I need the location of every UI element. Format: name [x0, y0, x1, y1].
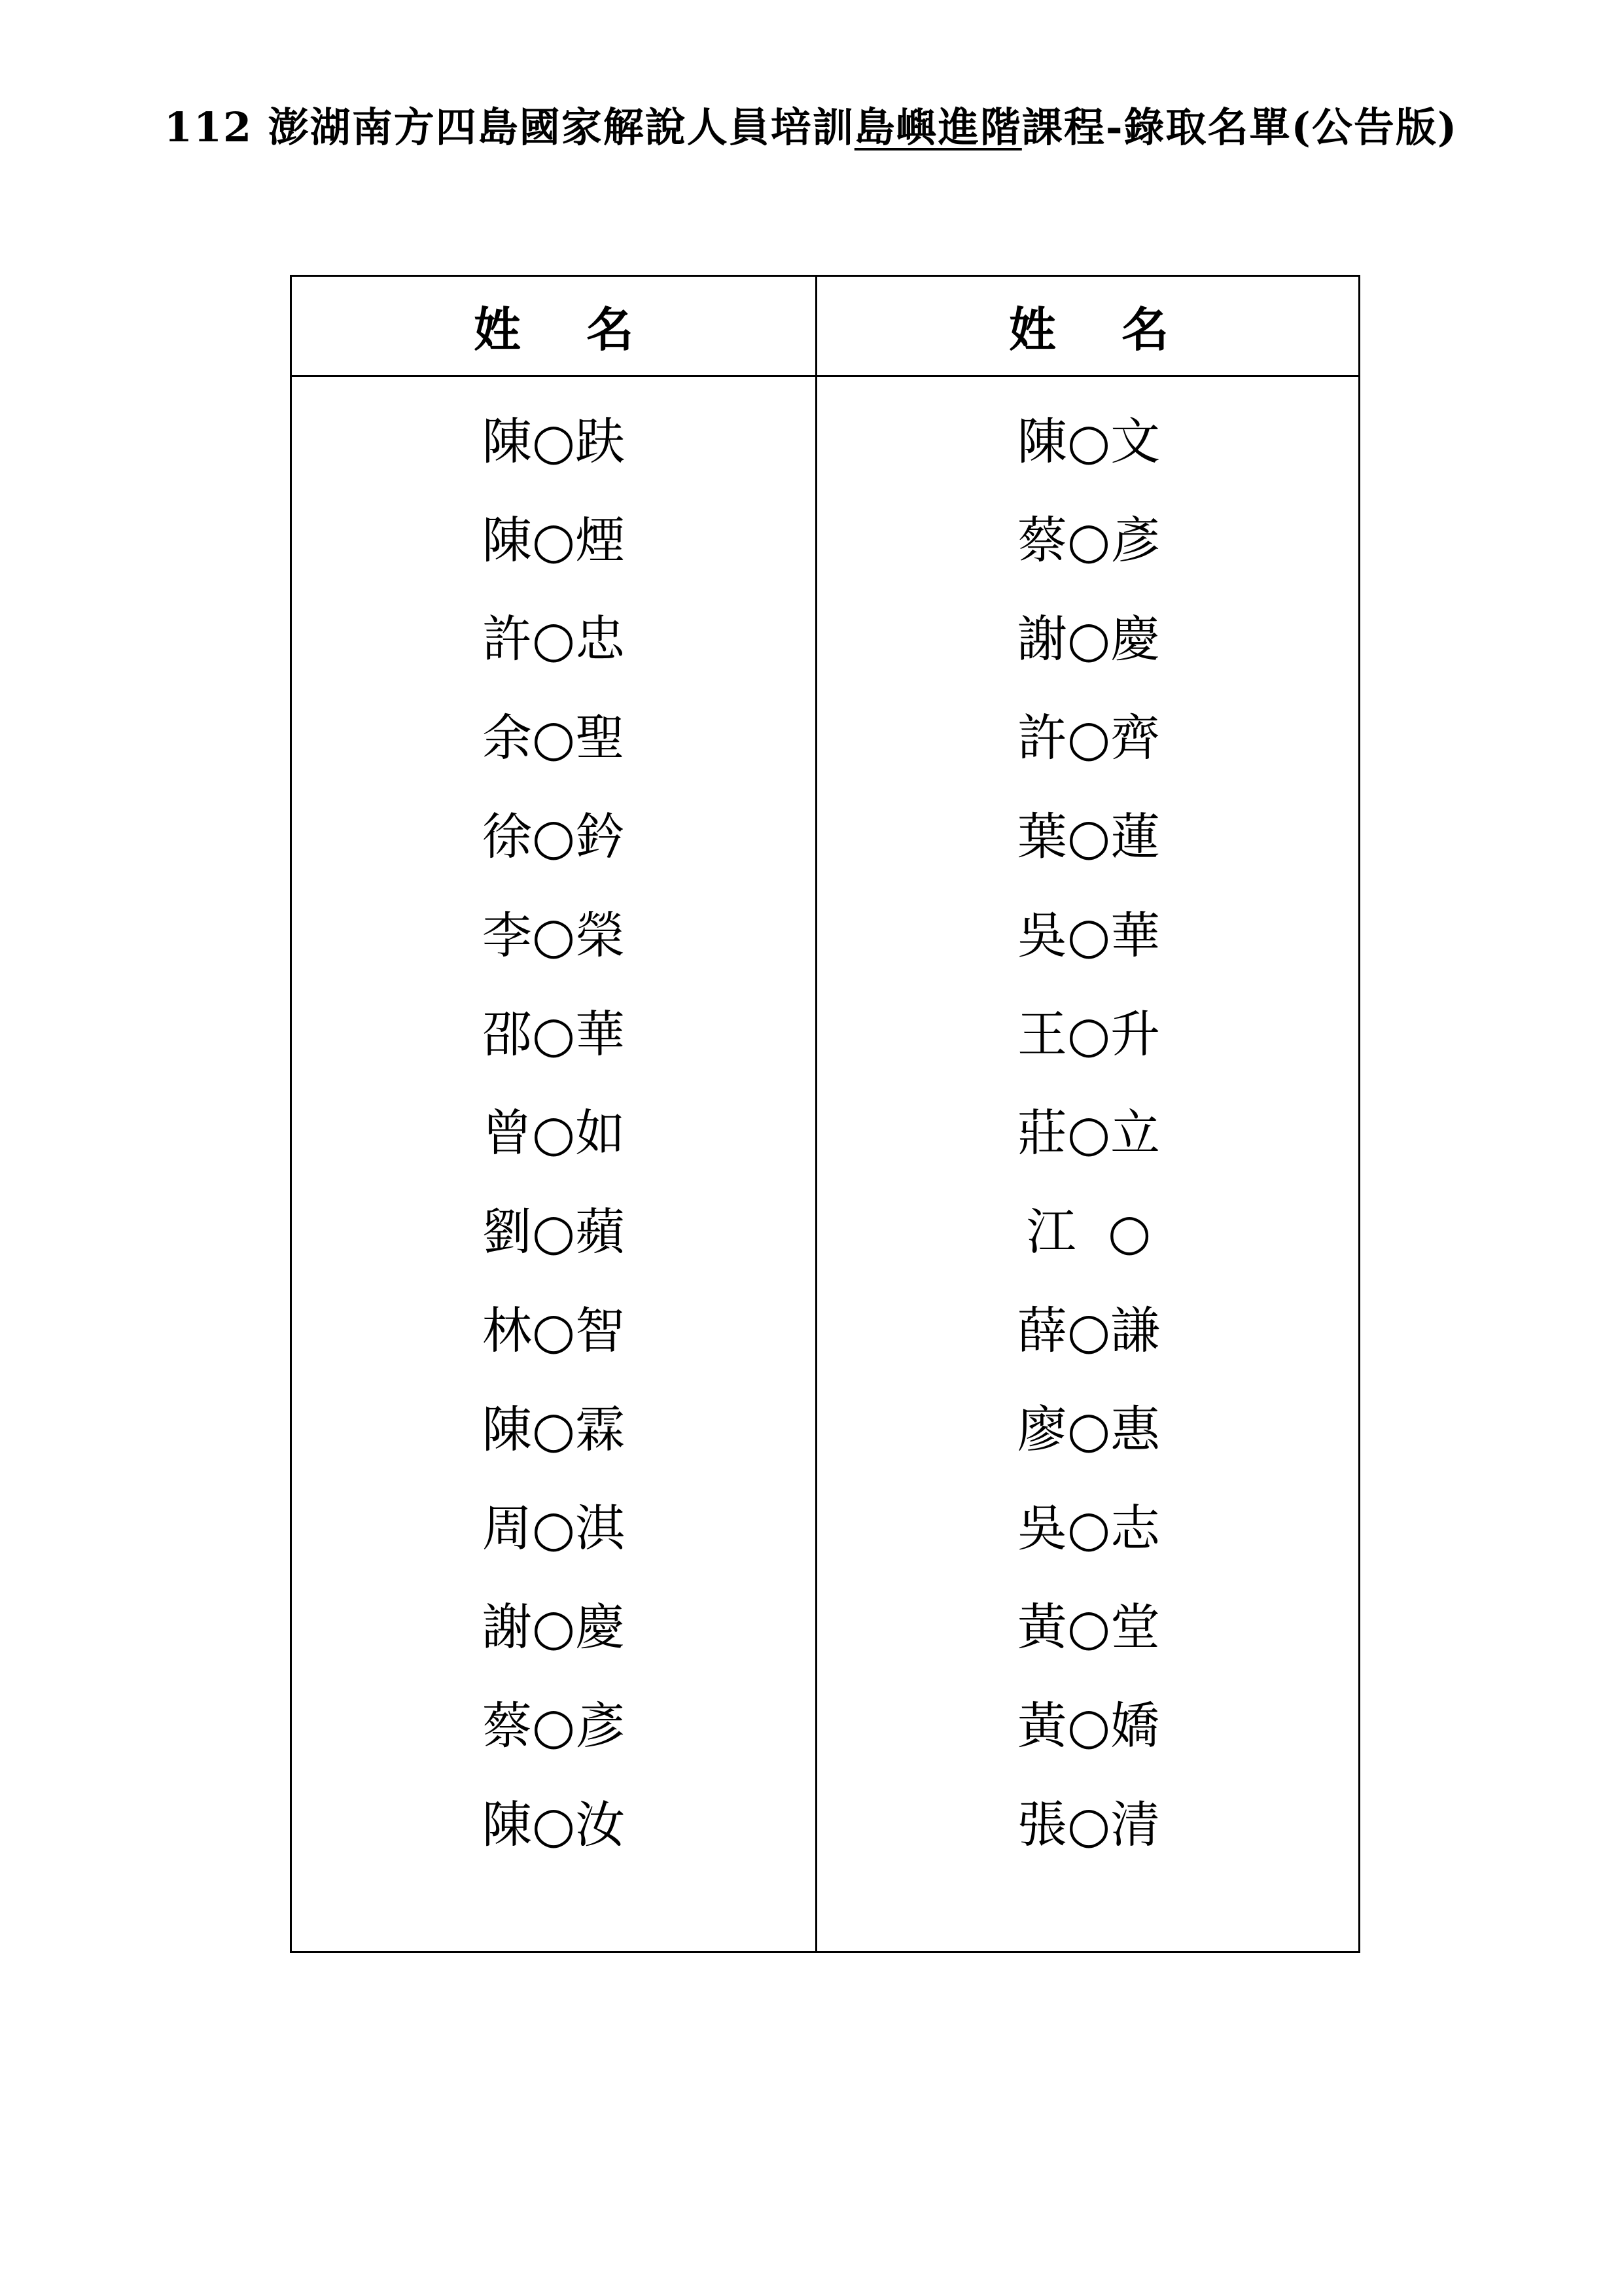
name-row: 陳○煙: [482, 511, 626, 569]
title-suffix: 課程-錄取名單(公告版): [1021, 103, 1458, 151]
name-row: 許○忠: [482, 610, 626, 668]
name-row: 余○聖: [482, 709, 626, 767]
name-row: 謝○慶: [482, 1598, 626, 1656]
name-row: 吳○華: [1017, 906, 1161, 964]
name-row: 李○榮: [482, 906, 626, 964]
name-row: 徐○鈐: [482, 807, 626, 866]
name-row: 邵○華: [482, 1005, 626, 1063]
name-row: 王○升: [1017, 1005, 1161, 1063]
name-row: 蔡○彥: [482, 1697, 626, 1755]
name-row: 劉○蘋: [482, 1203, 626, 1261]
name-row: 廖○惠: [1017, 1400, 1161, 1458]
name-row: 陳○趺: [482, 412, 626, 470]
name-row: 陳○文: [1017, 412, 1161, 470]
name-row: 曾○如: [482, 1104, 626, 1162]
name-row: 張○清: [1017, 1795, 1161, 1854]
left-name-list: [292, 375, 815, 1870]
name-row: 葉○蓮: [1017, 807, 1161, 866]
name-row: 許○齊: [1017, 709, 1161, 767]
name-row: 黃○嬌: [1017, 1697, 1161, 1755]
name-table: [290, 275, 1360, 1953]
title-underlined: 島嶼進階: [854, 103, 1022, 151]
page-title: [0, 98, 1622, 157]
right-name-list: [817, 375, 1360, 1870]
name-row: 吳○志: [1017, 1499, 1161, 1557]
name-row: 薛○謙: [1017, 1301, 1161, 1360]
right-column: [817, 277, 1360, 1870]
name-row: 陳○霖: [482, 1400, 626, 1458]
name-row: 莊○立: [1017, 1104, 1161, 1162]
name-row: 黃○堂: [1017, 1598, 1161, 1656]
name-row: 蔡○彥: [1017, 511, 1161, 569]
name-row: 周○淇: [482, 1499, 626, 1557]
title-prefix: 112 澎湖南方四島國家解說人員培訓: [164, 103, 855, 151]
left-column-header: 姓 名: [473, 302, 634, 357]
name-row: 陳○汝: [482, 1795, 626, 1854]
right-column-header: 姓 名: [1008, 302, 1169, 357]
name-row: 江 ○: [1026, 1203, 1152, 1261]
name-row: 謝○慶: [1017, 610, 1161, 668]
left-column: [292, 277, 815, 1870]
name-row: 林○智: [482, 1301, 626, 1360]
